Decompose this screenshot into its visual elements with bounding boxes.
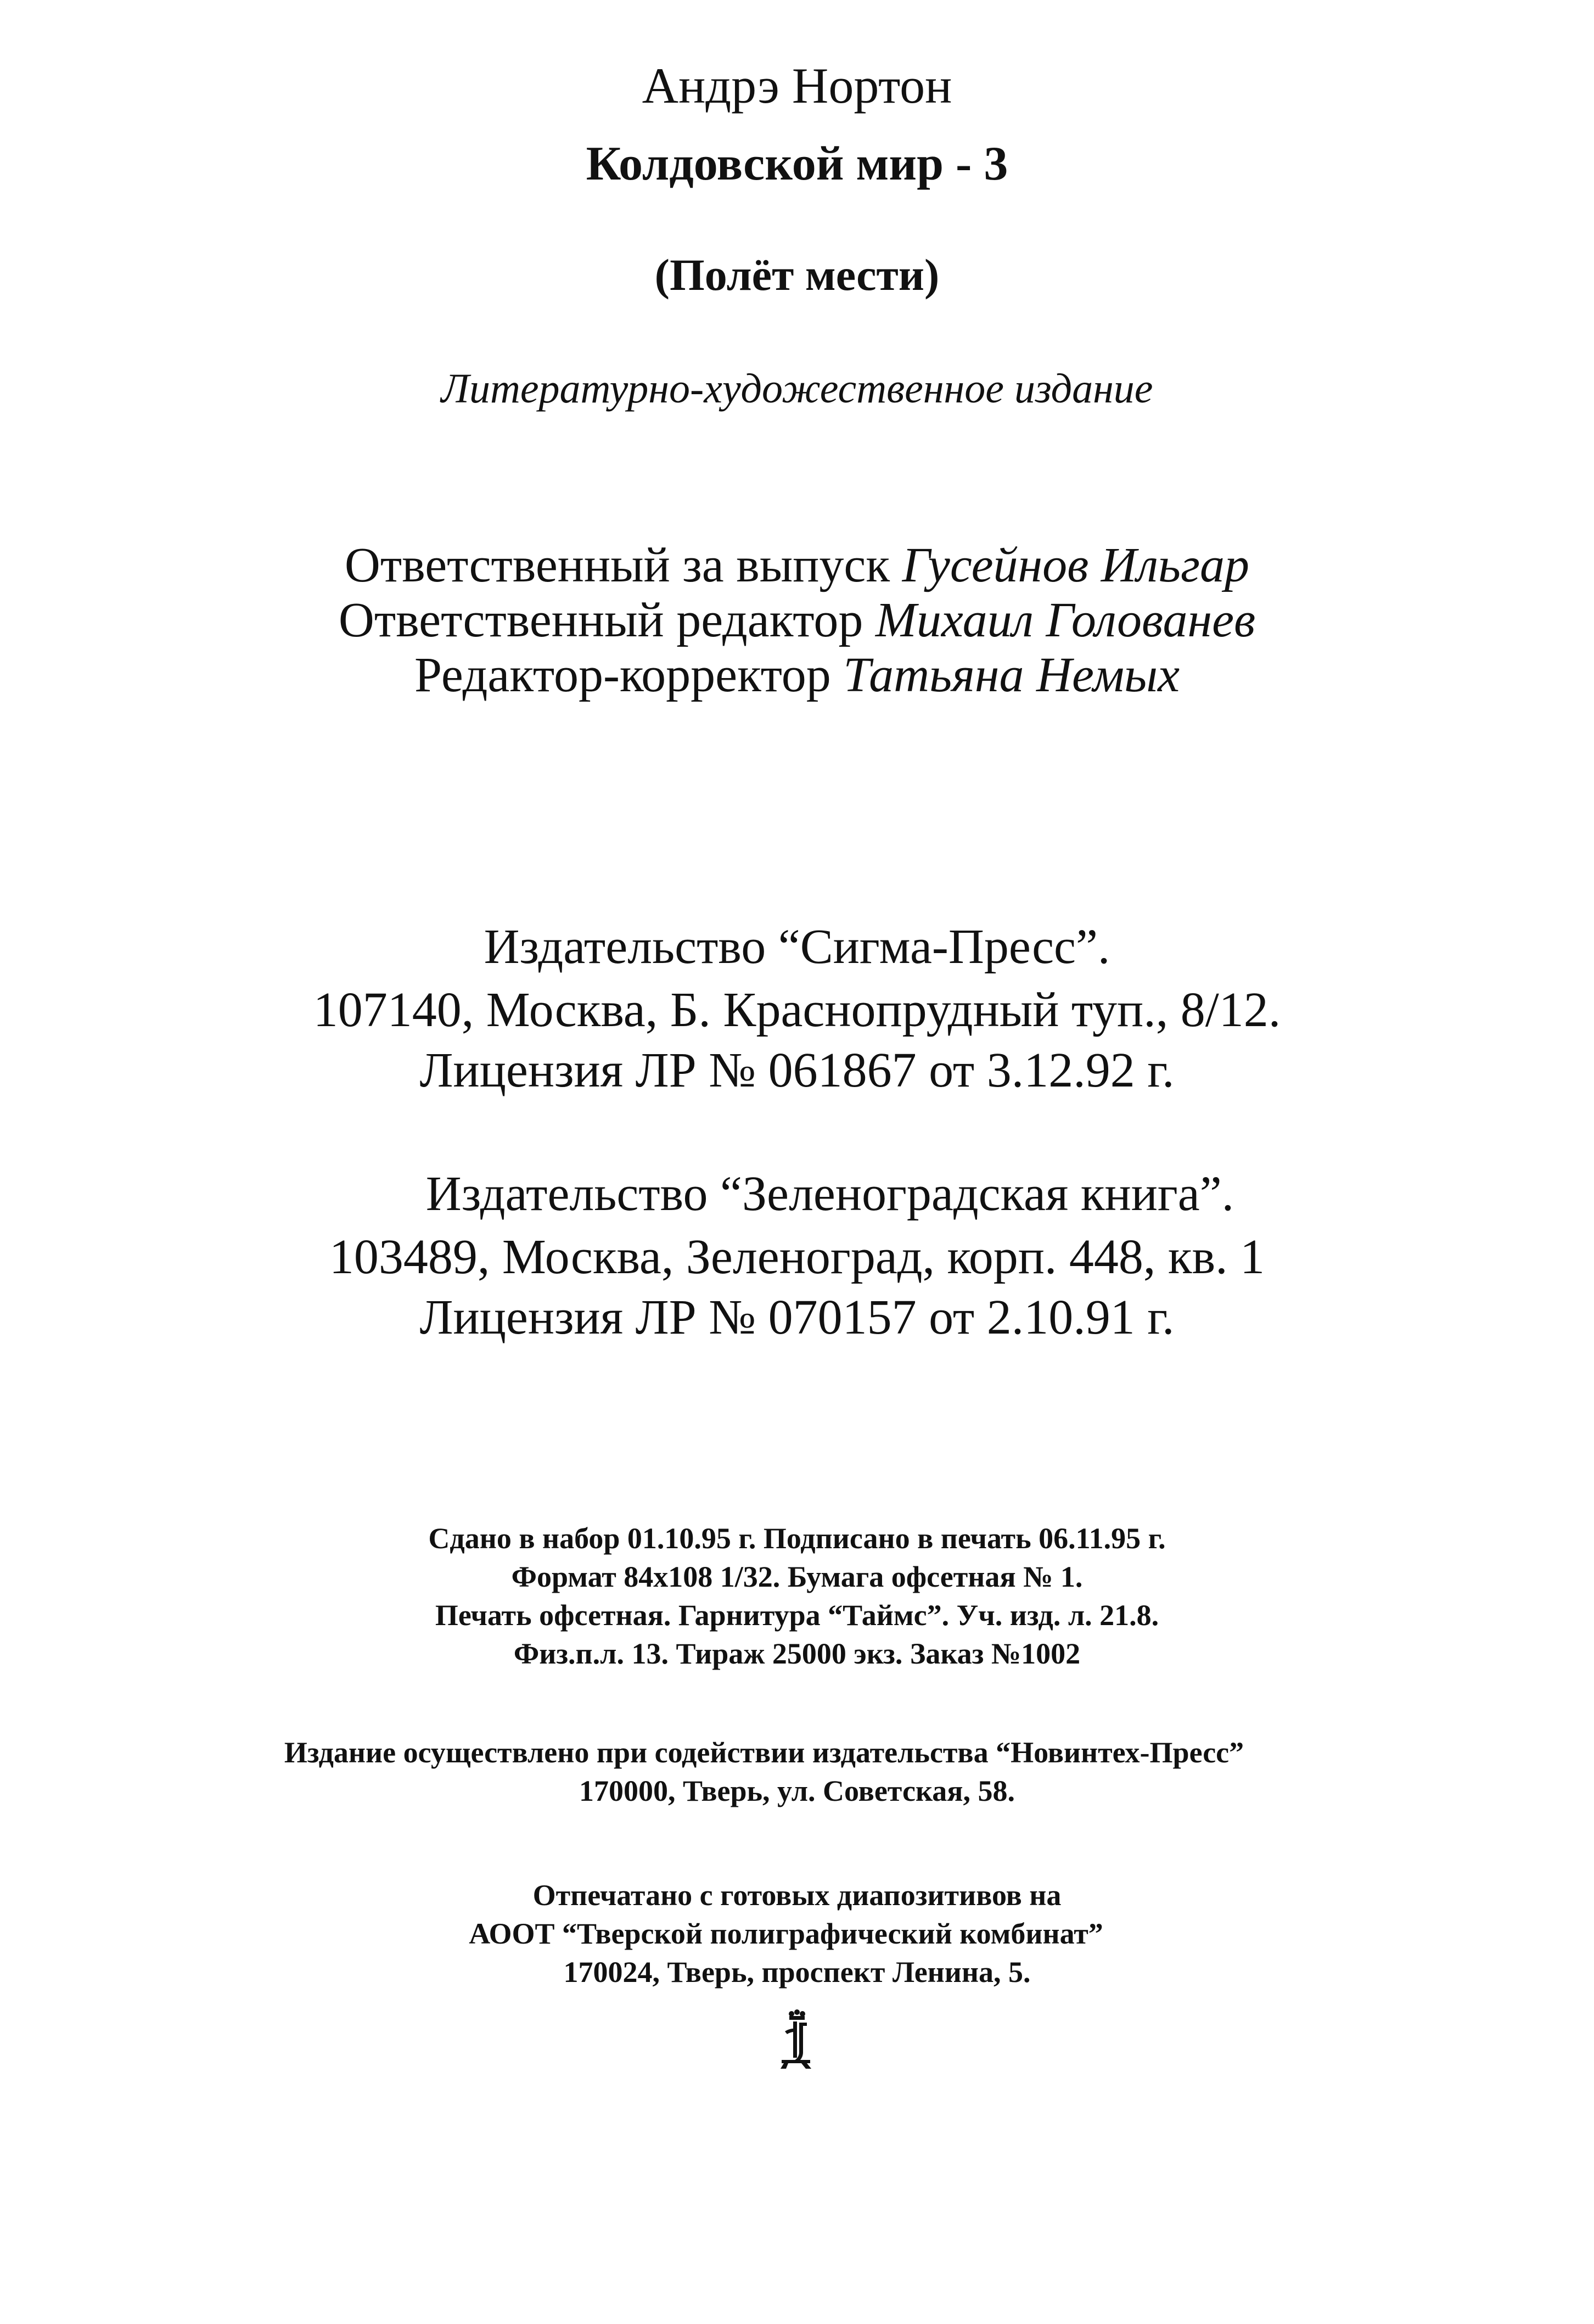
printer-name: АООТ “Тверской полиграфический комбинат” <box>469 1917 1103 1950</box>
staff-name: Михаил Голованев <box>875 593 1256 647</box>
imprint-line: Печать офсетная. Гарнитура “Таймс”. Уч. изд. л. 21.8. <box>435 1599 1159 1632</box>
publisher-name: Издательство “Зеленоградская книга”. <box>425 1167 1234 1221</box>
printer-line: Отпечатано с готовых диапозитивов на <box>532 1879 1062 1912</box>
imprint-line: Физ.п.л. 13. Тираж 25000 экз. Заказ №1002 <box>513 1637 1081 1670</box>
book-title: Колдовской мир - 3 <box>586 137 1008 191</box>
staff-role: Ответственный редактор <box>338 593 875 647</box>
book-author: Андрэ Нортон <box>642 58 952 114</box>
staff-role: Редактор-корректор <box>414 648 844 702</box>
publisher-name: Издательство “Сигма-Пресс”. <box>484 920 1110 974</box>
printer-address: 170024, Тверь, проспект Ленина, 5. <box>563 1956 1031 1989</box>
staff-line-proofreader <box>0 648 1594 702</box>
imprint-line: Сдано в набор 01.10.95 г. Подписано в печать 06.11.95 г. <box>428 1522 1166 1555</box>
staff-line-release-manager <box>0 538 1594 592</box>
publisher-license: Лицензия ЛР № 070157 от 2.10.91 г. <box>419 1290 1175 1345</box>
staff-name: Татьяна Немых <box>843 648 1180 702</box>
book-subtitle: (Полёт мести) <box>654 250 940 300</box>
publisher-address: 107140, Москва, Б. Краснопрудный туп., 8/12. <box>313 983 1281 1037</box>
staff-role: Ответственный за выпуск <box>344 538 902 592</box>
printer-monogram-logo-icon <box>779 2009 815 2070</box>
staff-name: Гусейнов Ильгар <box>902 538 1250 592</box>
edition-type: Литературно-художественное издание <box>441 366 1153 412</box>
assistance-note: Издание осуществлено при содействии издательства “Новинтех-Пресс” <box>284 1736 1244 1769</box>
publisher-address: 103489, Москва, Зеленоград, корп. 448, кв. 1 <box>329 1230 1265 1284</box>
publisher-license: Лицензия ЛР № 061867 от 3.12.92 г. <box>419 1043 1175 1097</box>
imprint-line: Формат 84x108 1/32. Бумага офсетная № 1. <box>511 1560 1083 1593</box>
staff-line-chief-editor <box>0 593 1594 647</box>
assistance-address: 170000, Тверь, ул. Советская, 58. <box>579 1774 1015 1807</box>
